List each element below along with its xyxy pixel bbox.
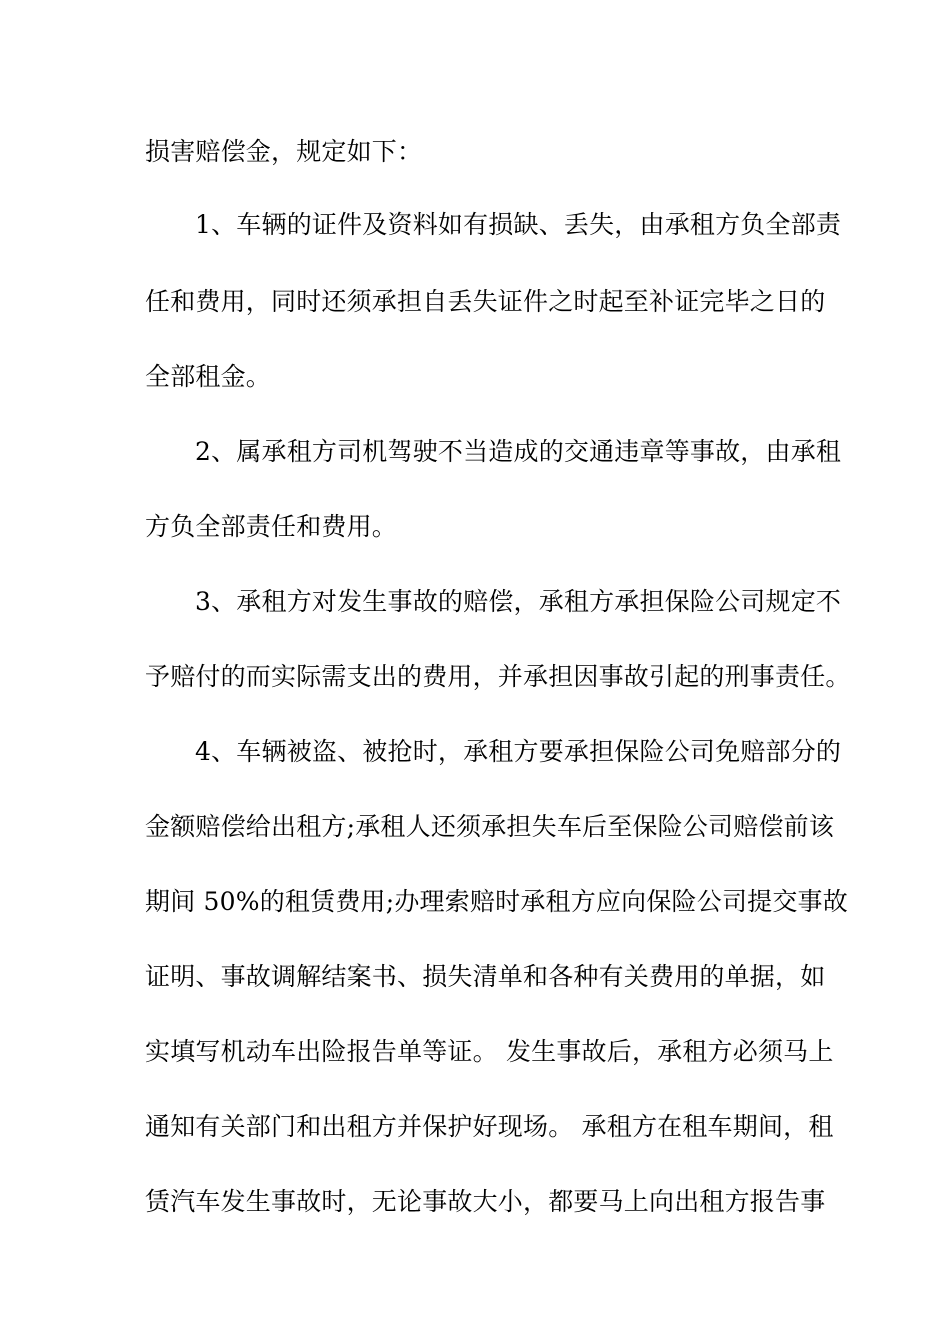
text-line: 金额赔偿给出租方;承租人还须承担失车后至保险公司赔偿前该 (145, 812, 835, 841)
text-line: 赁汽车发生事故时，无论事故大小，都要马上向出租方报告事 (145, 1187, 826, 1216)
text-line: 予赔付的而实际需支出的费用，并承担因事故引起的刑事责任。 (145, 662, 851, 691)
text-line: 1、车辆的证件及资料如有损缺、丢失，由承租方负全部责 (195, 210, 842, 239)
text-line: 2、属承租方司机驾驶不当造成的交通违章等事故，由承租 (195, 437, 842, 466)
text-line: 3、承租方对发生事故的赔偿，承租方承担保险公司规定不 (195, 587, 842, 616)
text-line: 通知有关部门和出租方并保护好现场。 承租方在租车期间，租 (145, 1112, 834, 1141)
text-line: 方负全部责任和费用。 (145, 512, 398, 541)
text-line: 全部租金。 (145, 362, 272, 391)
text-line: 损害赔偿金，规定如下： (145, 137, 423, 166)
text-line: 4、车辆被盗、被抢时，承租方要承担保险公司免赔部分的 (195, 737, 842, 766)
text-line: 任和费用，同时还须承担自丢失证件之时起至补证完毕之日的 (145, 287, 826, 316)
text-line: 证明、事故调解结案书、损失清单和各种有关费用的单据，如 (145, 962, 826, 991)
text-line: 实填写机动车出险报告单等证。 发生事故后，承租方必须马上 (145, 1037, 834, 1066)
text-line: 期间 50%的租赁费用;办理索赔时承租方应向保险公司提交事故 (145, 887, 848, 916)
